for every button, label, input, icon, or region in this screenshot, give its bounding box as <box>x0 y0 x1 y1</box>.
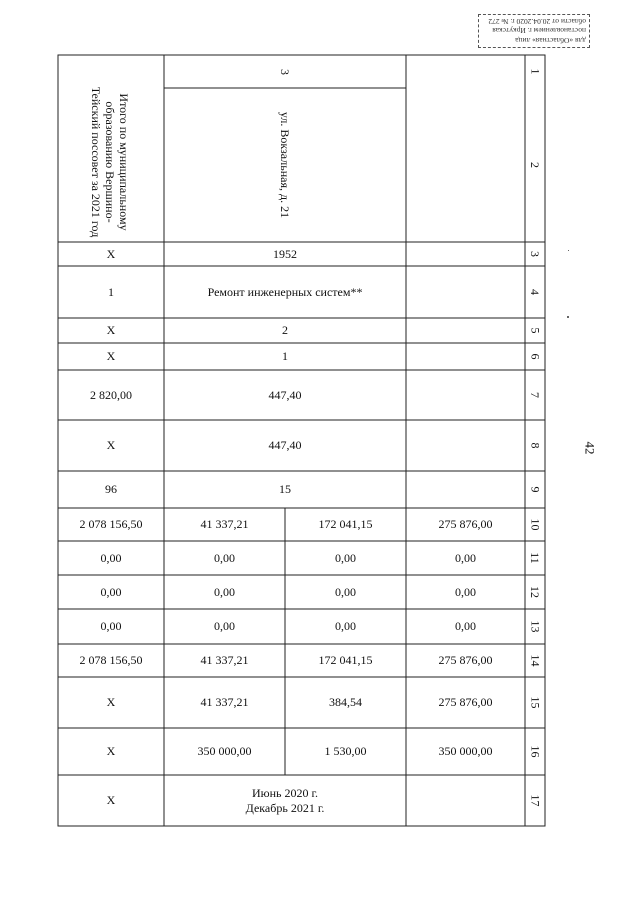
building-c5: 2 <box>282 323 288 337</box>
column-number: 6 <box>528 353 543 360</box>
total-c15: X <box>106 695 116 709</box>
split-a-c10: 41 337,21 <box>200 517 249 531</box>
building-work: Ремонт инженерных систем** <box>207 284 363 299</box>
building-c9: 15 <box>279 482 291 496</box>
stamp-line: области от 20.04.2020 г. № 272 <box>488 17 586 26</box>
building-c6: 1 <box>282 349 288 363</box>
split-a-c11: 0,00 <box>214 550 235 565</box>
split-b-c15: 384,54 <box>329 695 362 709</box>
column-number: 5 <box>528 327 543 334</box>
total-c17: X <box>106 793 116 807</box>
total-c5: X <box>106 323 116 337</box>
column-number: 9 <box>528 486 543 493</box>
total-label: Итого по муниципальному образованию Вершино-Тейский поссовет за 2021 год <box>89 86 131 238</box>
column-number: 7 <box>528 392 543 398</box>
work-period <box>164 775 406 826</box>
building-year: 1952 <box>273 246 297 261</box>
split-a-c13: 0,00 <box>214 619 235 633</box>
period-end: Декабрь 2021 г. <box>245 800 325 815</box>
column-number: 15 <box>528 696 543 709</box>
total-area: 2 820,00 <box>90 387 132 402</box>
split-b-c11: 0,00 <box>335 550 356 565</box>
total-year: X <box>106 246 116 261</box>
right-c16: 350 000,00 <box>438 744 493 758</box>
split-b-c14: 172 041,15 <box>318 653 373 667</box>
right-c13: 0,00 <box>455 619 476 633</box>
total-c12: 0,00 <box>100 584 122 599</box>
building-address: ул. Вокзальная, д. 21 <box>278 111 293 219</box>
column-number: 16 <box>528 745 543 758</box>
total-c10: 2 078 156,50 <box>79 517 143 531</box>
column-number: 11 <box>528 552 543 564</box>
period-start: Июнь 2020 г. <box>251 785 319 800</box>
total-c13: 0,00 <box>100 619 122 633</box>
split-b-c13: 0,00 <box>335 619 356 633</box>
scan-mark <box>567 316 569 318</box>
stamp-line: для «Областная» лица <box>515 36 586 45</box>
column-number: 12 <box>528 586 543 598</box>
column-number: 8 <box>528 442 543 449</box>
total-c14: 2 078 156,50 <box>79 653 143 667</box>
building-c8: 447,40 <box>268 438 302 452</box>
split-a-c14: 41 337,21 <box>200 653 249 667</box>
split-b-c10: 172 041,15 <box>318 517 373 531</box>
total-c11: 0,00 <box>100 550 122 565</box>
split-a-c16: 350 000,00 <box>197 744 252 758</box>
building-area: 447,40 <box>268 387 302 402</box>
column-number: 2 <box>528 162 543 168</box>
split-a-c12: 0,00 <box>214 584 235 599</box>
column-number: 17 <box>528 794 543 807</box>
page-number: 42 <box>582 441 598 455</box>
column-number: 14 <box>528 654 543 667</box>
column-number: 3 <box>528 251 543 257</box>
total-works: 1 <box>108 284 114 299</box>
right-c15: 275 876,00 <box>438 695 493 709</box>
total-c9: 96 <box>105 482 117 496</box>
right-c12: 0,00 <box>455 584 476 599</box>
right-c10: 275 876,00 <box>438 517 493 531</box>
building-index: 3 <box>278 69 293 75</box>
column-number: 4 <box>528 289 543 295</box>
total-c6: X <box>106 349 116 363</box>
total-c16: X <box>106 744 116 758</box>
scan-mark <box>568 250 569 251</box>
split-a-c15: 41 337,21 <box>200 695 249 709</box>
column-number: 1 <box>528 68 543 75</box>
column-number: 13 <box>528 620 543 633</box>
stamp-line: постановлением г. Иркутская <box>492 26 586 36</box>
column-number: 10 <box>528 518 543 531</box>
right-c14: 275 876,00 <box>438 653 493 667</box>
split-b-c16: 1 530,00 <box>324 744 367 758</box>
total-c8: X <box>106 438 116 452</box>
right-c11: 0,00 <box>455 550 476 565</box>
split-b-c12: 0,00 <box>335 584 356 599</box>
